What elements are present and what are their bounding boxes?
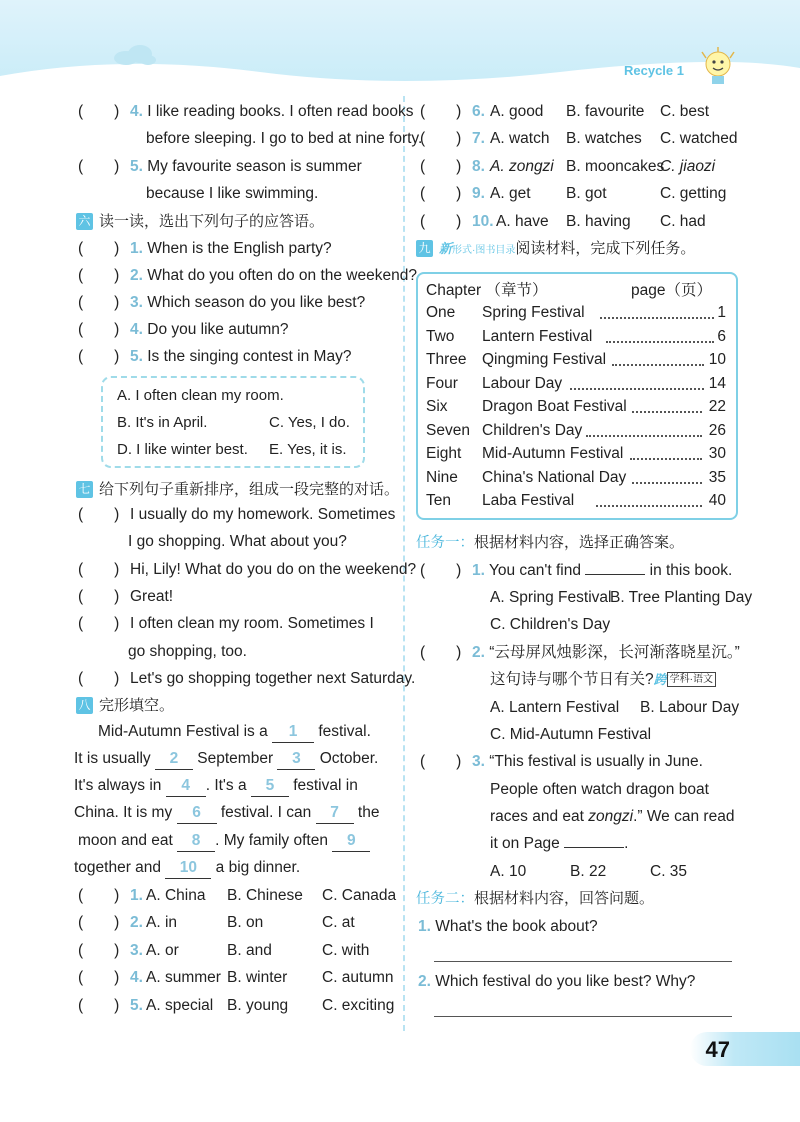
list-item: ( ) Great! — [78, 588, 174, 605]
choice-a: A. summer — [146, 969, 221, 986]
section-title: 完形填空。 — [99, 697, 175, 714]
sentence-text: I usually do my homework. Sometimes — [130, 506, 396, 523]
choice-b: B. having — [566, 213, 631, 230]
q-number: 3. — [130, 942, 143, 959]
q-text-cont: because I like swimming. — [146, 185, 319, 202]
q-text: “云母屏风烛影深，长河渐落晓星沉。” — [489, 644, 740, 661]
option-a: A. I often clean my room. — [117, 387, 284, 404]
choice-row: ( ) 2. A. in B. on C. at — [78, 914, 355, 931]
blank-10: 10 — [165, 858, 211, 879]
section-title: 读一读，选出下列句子的应答语。 — [99, 213, 325, 230]
table-row — [426, 351, 726, 373]
page-number: 6 — [717, 328, 726, 345]
choice-row: ( ) 10. A. have B. having C. had — [420, 213, 706, 230]
q-number: 5. — [130, 158, 143, 175]
passage-text: festival. — [318, 723, 371, 740]
q-text: What's the book about? — [435, 918, 598, 935]
q-text: it on Page — [490, 835, 560, 852]
choice-row: ( ) 6. A. good B. favourite C. best — [420, 103, 710, 120]
q-number: 4. — [130, 103, 143, 120]
q-number: 9. — [472, 185, 485, 202]
chapter-number: Eight — [426, 445, 462, 462]
q-text-cont: People often watch dragon boat — [490, 781, 709, 798]
q-text: Which festival do you like best? Why? — [435, 973, 696, 990]
page-number: 1 — [717, 304, 726, 321]
q-text: Do you like autumn? — [147, 321, 289, 338]
task1-q3: ( ) 3. “This festival is usually in June. — [420, 753, 703, 770]
q5-4-row: ( ) 4. I like reading books. I often read books — [78, 103, 414, 120]
leader-dots — [586, 435, 702, 437]
task-1-heading — [416, 533, 684, 553]
chapter-number: Seven — [426, 422, 470, 439]
q-text: . — [624, 835, 629, 852]
table-row — [426, 445, 726, 467]
choice-a: A. good — [490, 103, 544, 120]
list-item: ( ) 4. Do you like autumn? — [78, 321, 289, 338]
contents-header — [426, 278, 726, 300]
section-7-heading — [76, 480, 399, 500]
option-a: A. Lantern Festival — [490, 699, 620, 716]
choice-c: C. Canada — [322, 887, 397, 904]
answer-line[interactable] — [434, 961, 732, 962]
chapter-number: One — [426, 304, 456, 321]
option-b: B. It's in April. — [117, 414, 208, 431]
section-badge: 八 — [76, 697, 93, 714]
page-header-title: Recycle 1 — [624, 63, 684, 78]
option-e: E. Yes, it is. — [269, 441, 347, 458]
choice-b: B. young — [227, 997, 289, 1014]
chapter-number: Ten — [426, 492, 451, 509]
chapter-title: Spring Festival — [482, 304, 585, 321]
q-text: What do you often do on the weekend? — [147, 267, 417, 284]
q-number: 2. — [130, 267, 143, 284]
leader-dots — [570, 388, 704, 390]
choice-c: C. autumn — [322, 969, 394, 986]
page-number: 10 — [708, 351, 726, 368]
list-item: ( ) I often clean my room. Sometimes I — [78, 615, 374, 632]
q-number: 3. — [130, 294, 143, 311]
q-text-cont — [490, 807, 734, 827]
passage-text: Mid-Autumn Festival is a — [98, 723, 268, 740]
section-badge: 九 — [416, 240, 433, 257]
task-label: 任务一： — [416, 535, 474, 551]
passage-text: moon and eat — [78, 832, 173, 849]
chapter-number: Three — [426, 351, 467, 368]
blank-9: 9 — [332, 831, 370, 852]
q-number: 1. — [130, 240, 143, 257]
blank-4: 4 — [166, 776, 206, 797]
passage-text: September — [197, 750, 274, 767]
choice-b: B. favourite — [566, 103, 645, 120]
passage-text: . It's a — [205, 777, 247, 794]
passage-text: October. — [319, 750, 379, 767]
choice-row: ( ) 7. A. watch B. watches C. watched — [420, 130, 738, 147]
leader-dots — [600, 317, 714, 319]
choice-b: B. got — [566, 185, 607, 202]
passage-text: It is usually — [74, 750, 151, 767]
q-number: 6. — [472, 103, 485, 120]
passage-text: China. It is my — [74, 804, 173, 821]
blank-6: 6 — [177, 803, 217, 824]
q-number: 1. — [130, 887, 143, 904]
choice-b: B. watches — [566, 130, 642, 147]
passage-line — [74, 776, 358, 797]
option-c: C. 35 — [650, 863, 688, 880]
page-number: 26 — [708, 422, 726, 439]
option-a: A. 10 — [490, 863, 527, 880]
q-text-cont — [490, 834, 628, 854]
list-item: ( ) I usually do my homework. Sometimes — [78, 506, 396, 523]
section-title: 阅读材料，完成下列任务。 — [515, 240, 696, 257]
section-badge: 六 — [76, 213, 93, 230]
list-item: ( ) 2. What do you often do on the weekend? — [78, 267, 417, 284]
section-9-heading — [416, 239, 695, 261]
passage-text: the — [357, 804, 380, 821]
section-badge: 七 — [76, 481, 93, 498]
choice-c: C. exciting — [322, 997, 395, 1014]
q-text: Is the singing contest in May? — [147, 348, 352, 365]
option-b: B. Tree Planting Day — [610, 589, 753, 606]
choice-b: B. winter — [227, 969, 288, 986]
task2-q1 — [418, 917, 598, 937]
list-item: ( ) 5. Is the singing contest in May? — [78, 348, 352, 365]
choice-row: ( ) 9. A. get B. got C. getting — [420, 185, 727, 202]
blank-5: 5 — [251, 776, 289, 797]
q-text: Which season do you like best? — [147, 294, 366, 311]
option-c: C. Yes, I do. — [269, 414, 350, 431]
task-title: 根据材料内容，选择正确答案。 — [474, 534, 685, 551]
passage-line — [74, 858, 300, 879]
q-text: .” We can read — [633, 808, 735, 825]
q-text: You can't find — [488, 562, 581, 579]
choice-c: C. had — [660, 213, 706, 230]
header-page: page（页） — [631, 282, 712, 299]
q-number: 10. — [472, 213, 494, 230]
passage-text: festival in — [293, 777, 358, 794]
section-6-heading — [76, 212, 324, 232]
choice-row: ( ) 4. A. summer B. winter C. autumn — [78, 969, 394, 986]
choice-row: ( ) 1. A. China B. Chinese C. Canada — [78, 887, 397, 904]
sentence-text: I often clean my room. Sometimes I — [130, 615, 374, 632]
chapter-title: Labour Day — [482, 375, 563, 392]
chapter-number: Four — [426, 375, 458, 392]
q-number: 4. — [130, 321, 143, 338]
q-number: 8. — [472, 158, 485, 175]
passage-line — [98, 722, 371, 743]
leader-dots — [632, 482, 702, 484]
blank-8: 8 — [177, 831, 215, 852]
table-row — [426, 398, 726, 420]
choice-row: ( ) 8. A. zongzi B. mooncakes C. jiaozi — [420, 158, 716, 175]
option-b: B. 22 — [570, 863, 607, 880]
sentence-text: Let's go shopping together next Saturday. — [130, 670, 416, 687]
format-tag: 形式·图书目录 — [452, 245, 516, 256]
q-number: 2. — [418, 973, 431, 990]
option-b: B. Labour Day — [640, 699, 740, 716]
answer-options-box — [101, 376, 365, 468]
choice-b: B. and — [227, 942, 272, 959]
choice-a: A. special — [146, 997, 214, 1014]
leader-dots — [606, 341, 714, 343]
choice-row: ( ) 5. A. special B. young C. exciting — [78, 997, 395, 1014]
choice-b: B. on — [227, 914, 264, 931]
chapter-title: Qingming Festival — [482, 351, 607, 368]
chapter-title: Mid-Autumn Festival — [482, 445, 624, 462]
sentence-text-cont: go shopping, too. — [128, 643, 247, 660]
table-row — [426, 469, 726, 491]
choice-a: A. or — [146, 942, 179, 959]
option-a: A. Spring Festival — [490, 589, 612, 606]
answer-blank — [585, 574, 645, 575]
choice-a: A. China — [146, 887, 206, 904]
q-text: I like reading books. I often read books — [147, 103, 414, 120]
choice-c: C. watched — [660, 130, 738, 147]
option-d: D. I like winter best. — [117, 441, 248, 458]
list-item: ( ) Hi, Lily! What do you do on the weekend? — [78, 561, 417, 578]
blank-1: 1 — [272, 722, 314, 743]
chapter-number: Six — [426, 398, 448, 415]
q-number: 1. — [472, 562, 485, 579]
table-row — [426, 375, 726, 397]
section-title: 给下列句子重新排序，组成一段完整的对话。 — [99, 481, 400, 498]
q-text-cont: before sleeping. I go to bed at nine forty. — [146, 130, 423, 147]
list-item: ( ) 3. Which season do you like best? — [78, 294, 366, 311]
q-text: “This festival is usually in June. — [489, 753, 703, 770]
chapter-title: Children's Day — [482, 422, 583, 439]
passage-text: together and — [74, 859, 162, 876]
q-number: 1. — [418, 918, 431, 935]
choice-c: C. getting — [660, 185, 727, 202]
page-number: 40 — [708, 492, 726, 509]
task-title: 根据材料内容，回答问题。 — [474, 890, 655, 907]
q-number: 7. — [472, 130, 485, 147]
blank-2: 2 — [155, 749, 193, 770]
choice-c: C. jiaozi — [660, 158, 716, 175]
passage-line — [74, 749, 378, 770]
q-number: 5. — [130, 348, 143, 365]
table-of-contents — [416, 272, 738, 520]
choice-row: ( ) 3. A. or B. and C. with — [78, 942, 370, 959]
passage-line — [74, 803, 379, 824]
list-item: ( ) 1. When is the English party? — [78, 240, 332, 257]
q-text-italic: zongzi — [588, 808, 634, 825]
choice-c: C. with — [322, 942, 370, 959]
choice-a: A. get — [490, 185, 531, 202]
table-row — [426, 422, 726, 444]
q-text: 这句诗与哪个节日有关? — [490, 671, 654, 688]
leader-dots — [596, 505, 702, 507]
task2-q2 — [418, 972, 695, 992]
passage-text: festival. I can — [220, 804, 312, 821]
choice-a: A. have — [496, 213, 549, 230]
chapter-number: Two — [426, 328, 455, 345]
q-text-cont — [490, 670, 716, 690]
choice-a: A. zongzi — [490, 158, 554, 175]
header-chapter: Chapter （章节） — [426, 282, 548, 299]
chapter-title: Laba Festival — [482, 492, 575, 509]
page-number: 30 — [708, 445, 726, 462]
q-text: in this book. — [649, 562, 733, 579]
blank-3: 3 — [277, 749, 315, 770]
passage-text: a big dinner. — [215, 859, 301, 876]
list-item: ( ) Let's go shopping together next Saturday. — [78, 670, 416, 687]
table-row — [426, 492, 726, 514]
chapter-title: Lantern Festival — [482, 328, 593, 345]
passage-text: It's always in — [74, 777, 162, 794]
cloud-decoration-icon — [112, 40, 158, 68]
leader-dots — [630, 458, 702, 460]
subject-tag: 学科·语文 — [667, 672, 716, 687]
choice-c: C. at — [322, 914, 355, 931]
leader-dots — [632, 411, 702, 413]
choice-b: B. mooncakes — [566, 158, 665, 175]
page-number: 35 — [708, 469, 726, 486]
q5-5-row: ( ) 5. My favourite season is summer — [78, 158, 362, 175]
q-text: When is the English party? — [147, 240, 332, 257]
mascot-icon — [698, 46, 738, 86]
q-number: 3. — [472, 753, 485, 770]
answer-line[interactable] — [434, 1016, 732, 1017]
option-c: C. Children's Day — [490, 616, 611, 633]
task-label: 任务二： — [416, 891, 474, 907]
task-2-heading — [416, 889, 654, 909]
choice-a: A. in — [146, 914, 178, 931]
passage-text: . My family often — [215, 832, 328, 849]
blank-7: 7 — [316, 803, 354, 824]
q-number: 5. — [130, 997, 143, 1014]
task1-q1: ( ) 1. You can't find in this book. — [420, 562, 733, 579]
passage-line — [78, 831, 370, 852]
task1-q2: ( ) 2. “云母屏风烛影深，长河渐落晓星沉。” — [420, 644, 740, 661]
chapter-number: Nine — [426, 469, 458, 486]
leader-dots — [612, 364, 704, 366]
sentence-text: Great! — [130, 588, 174, 605]
page-number: 22 — [708, 398, 726, 415]
q-number: 4. — [130, 969, 143, 986]
answer-blank — [564, 847, 624, 848]
option-c: C. Mid-Autumn Festival — [490, 726, 652, 743]
choice-b: B. Chinese — [227, 887, 303, 904]
page-number: 14 — [708, 375, 726, 392]
q-number: 2. — [472, 644, 485, 661]
section-8-heading — [76, 696, 174, 716]
cross-subject-label: 跨 — [653, 672, 667, 687]
q-text: My favourite season is summer — [147, 158, 362, 175]
q-number: 2. — [130, 914, 143, 931]
table-row — [426, 304, 726, 326]
choice-c: C. best — [660, 103, 710, 120]
page-number: 47 — [705, 1037, 730, 1062]
table-row — [426, 328, 726, 350]
chapter-title: China's National Day — [482, 469, 627, 486]
q-text: races and eat — [490, 808, 584, 825]
choice-a: A. watch — [490, 130, 550, 147]
sentence-text-cont: I go shopping. What about you? — [128, 533, 347, 550]
sentence-text: Hi, Lily! What do you do on the weekend? — [130, 561, 417, 578]
new-format-label: 新 — [439, 241, 453, 256]
chapter-title: Dragon Boat Festival — [482, 398, 627, 415]
